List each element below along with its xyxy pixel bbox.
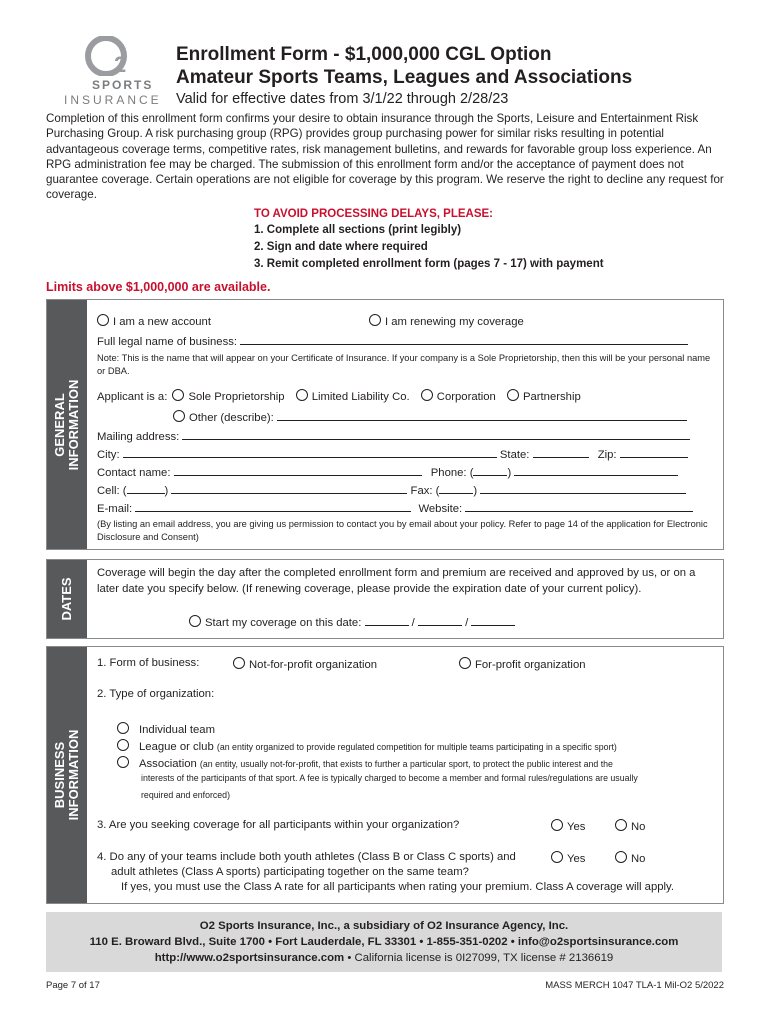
state-input[interactable]: [533, 447, 589, 458]
o2-logo-mark: [84, 36, 136, 76]
contact-phone-row: [97, 465, 678, 479]
legal-name-label: Full legal name of business:: [97, 336, 238, 348]
q1-form-of-business: 1. Form of business:: [97, 657, 200, 669]
website-input[interactable]: [465, 501, 693, 512]
mailing-label: Mailing address:: [97, 431, 180, 443]
general-sidebar: [47, 300, 87, 549]
opt-partnership[interactable]: [507, 391, 581, 403]
dates-sidebar-label: DATES: [59, 577, 74, 621]
q3-all-participants: 3. Are you seeking coverage for all participants within your organization?: [97, 819, 460, 831]
fp-option[interactable]: [459, 657, 586, 671]
date-slash: /: [411, 617, 415, 629]
cell-fax-row: [97, 483, 686, 497]
email-label: E-mail:: [97, 503, 133, 515]
coverage-start-text: Coverage will begin the day after the completed enrollment form and premium are received and approved by us, or on a later date you specify below. (If renewing coverage, please provide the expiration date of your current policy).: [97, 567, 696, 595]
opt-other-label: Other (describe):: [189, 412, 274, 424]
q2-type-of-organization: 2. Type of organization:: [97, 688, 215, 700]
email-consent-note: (By listing an email address, you are giving us permission to contact you by email about your policy. Refer to page 14 of the application for Electronic Disclosure and Consent): [97, 519, 708, 542]
q3-no-label: No: [631, 821, 646, 833]
applicant-label: Applicant is a:: [97, 391, 168, 403]
valid-dates: Valid for effective dates from 3/1/22 through 2/28/23: [176, 91, 509, 107]
phone-paren-close: ): [507, 467, 512, 479]
website-label: Website:: [418, 503, 463, 515]
form-identifier: MASS MERCH 1047 TLA-1 Mil-O2 5/2022: [545, 980, 724, 991]
opt-partner-label: Partnership: [522, 391, 581, 403]
general-label-line2: INFORMATION: [66, 379, 81, 470]
business-sidebar-label: [53, 730, 81, 821]
radio-icon[interactable]: [507, 389, 519, 401]
renewing-label: I am renewing my coverage: [385, 316, 524, 328]
radio-icon[interactable]: [117, 722, 129, 734]
opt-corp-label: Corporation: [436, 391, 496, 403]
business-information-section: [46, 646, 724, 904]
q4-no-label: No: [631, 853, 646, 865]
q4-no-option[interactable]: [615, 851, 645, 865]
zip-label: Zip:: [597, 449, 617, 461]
intro-paragraph: Completion of this enrollment form confirms your desire to obtain insurance through the Sports, Leisure and Entertainment Risk Purchasing Group. A risk purchasing group (RPG) provides group purchasing power for similar risks resulting in potential advantageous coverage terms, competitive rates, risk management bulletins, and rewards for favorable group loss experience. An RPG administration fee may be charged. The submission of this enrollment form and/or the acceptance of payment does not guarantee coverage. Certain operations are not eligible for coverage by this program. We reserve the right to decline any request for coverage.: [46, 112, 724, 202]
nfp-label: Not-for-profit organization: [249, 659, 378, 671]
dates-sidebar: [47, 560, 87, 638]
o2-sports-logo: [62, 36, 162, 111]
company-footer: [46, 912, 722, 972]
radio-icon[interactable]: [459, 657, 471, 669]
q4-mixed-teams: 4. Do any of your teams include both youth athletes (Class B or Class C sports) and: [97, 851, 516, 863]
q4-class-a-note: If yes, you must use the Class A rate for all participants when rating your premium. Class A coverage will apply.: [121, 881, 674, 893]
radio-icon[interactable]: [296, 389, 308, 401]
start-date-row[interactable]: [189, 615, 515, 629]
radio-icon[interactable]: [421, 389, 433, 401]
opt-sole-proprietorship[interactable]: [172, 391, 284, 403]
general-label-line1: GENERAL: [52, 392, 67, 457]
association-option[interactable]: [117, 756, 613, 770]
radio-icon[interactable]: [615, 819, 627, 831]
opt-sole-label: Sole Proprietorship: [188, 391, 285, 403]
general-information-section: [46, 299, 724, 550]
cell-area-input[interactable]: [127, 483, 165, 494]
renewing-option[interactable]: [369, 314, 524, 328]
cell-label: Cell: (: [97, 485, 127, 497]
individual-team-label: Individual team: [139, 724, 215, 736]
opt-corporation[interactable]: [421, 391, 496, 403]
contact-label: Contact name:: [97, 467, 171, 479]
footer-company-name: O2 Sports Insurance, Inc., a subsidiary of O2 Insurance Agency, Inc.: [199, 920, 569, 932]
association-description-1: (an entity, usually not-for-profit, that exists to further a particular sport, to protect the public interest and the: [199, 759, 613, 769]
legal-name-field[interactable]: [97, 334, 688, 348]
league-club-label: League or club: [139, 741, 214, 753]
limits-note: Limits above $1,000,000 are available.: [46, 280, 271, 294]
radio-icon[interactable]: [117, 756, 129, 768]
applicant-type-row: [97, 389, 581, 403]
q3-yes-label: Yes: [567, 821, 586, 833]
mailing-input[interactable]: [182, 429, 690, 440]
radio-icon[interactable]: [97, 314, 109, 326]
association-description-2: interests of the participants of that sport. A fee is typically charged to become a member and formal rules/regulations are usually: [141, 773, 638, 783]
start-day-input[interactable]: [418, 615, 462, 626]
new-account-label: I am a new account: [113, 316, 211, 328]
phone-label: Phone: (: [430, 467, 474, 479]
fp-label: For-profit organization: [475, 659, 586, 671]
mailing-address-field[interactable]: [97, 429, 690, 443]
logo-insurance-text: INSURANCE: [64, 93, 162, 107]
fax-label: Fax: (: [410, 485, 440, 497]
email-website-row: [97, 501, 693, 515]
league-club-description: (an entity organized to provide regulated competition for multiple teams participating in a specific sport): [216, 742, 617, 752]
q3-yes-option[interactable]: [551, 819, 585, 833]
q4-mixed-teams-cont: adult athletes (Class A sports) participating together on the same team?: [111, 866, 469, 878]
start-month-input[interactable]: [365, 615, 409, 626]
league-club-option[interactable]: [117, 739, 617, 753]
city-input[interactable]: [123, 447, 497, 458]
state-label: State:: [499, 449, 530, 461]
general-sidebar-label: [53, 379, 81, 470]
instruction-step-2: 2. Sign and date where required: [254, 241, 428, 253]
email-input[interactable]: [135, 501, 411, 512]
cell-input[interactable]: [171, 483, 407, 494]
legal-name-note: Note: This is the name that will appear on your Certificate of Insurance. If your company is a Sole Proprietorship, then this will be your personal name or DBA.: [97, 353, 711, 376]
association-description-3: required and enforced): [141, 790, 231, 800]
q4-yes-label: Yes: [567, 853, 586, 865]
radio-icon[interactable]: [551, 819, 563, 831]
business-label-line2: INFORMATION: [66, 729, 81, 821]
city-state-zip-row: [97, 447, 688, 461]
footer-license: • California license is 0I27099, TX license # 2136619: [344, 952, 614, 964]
fax-area-input[interactable]: [439, 483, 473, 494]
phone-area-input[interactable]: [473, 465, 507, 476]
business-label-line1: BUSINESS: [52, 741, 67, 809]
association-label: Association: [139, 758, 197, 770]
city-label: City:: [97, 449, 120, 461]
fax-paren-close: ): [473, 485, 478, 497]
start-date-label: Start my coverage on this date:: [205, 617, 362, 629]
footer-website-link[interactable]: http://www.o2sportsinsurance.com: [154, 952, 345, 964]
radio-icon[interactable]: [615, 851, 627, 863]
radio-icon[interactable]: [117, 739, 129, 751]
zip-input[interactable]: [620, 447, 688, 458]
fax-input[interactable]: [480, 483, 686, 494]
new-account-option[interactable]: [97, 314, 211, 328]
instruction-step-3: 3. Remit completed enrollment form (pages 7 - 17) with payment: [254, 258, 604, 270]
phone-input[interactable]: [514, 465, 678, 476]
instruction-step-1: 1. Complete all sections (print legibly): [254, 224, 462, 236]
avoid-delays-heading: TO AVOID PROCESSING DELAYS, PLEASE:: [254, 208, 493, 220]
radio-icon[interactable]: [369, 314, 381, 326]
form-subtitle: Amateur Sports Teams, Leagues and Associations: [176, 67, 633, 88]
individual-team-option[interactable]: [117, 722, 215, 736]
other-describe-input[interactable]: [277, 410, 687, 421]
page-number: Page 7 of 17: [46, 980, 100, 991]
business-sidebar: [47, 647, 87, 903]
start-year-input[interactable]: [471, 615, 515, 626]
q4-yes-option[interactable]: [551, 851, 585, 865]
q3-no-option[interactable]: [615, 819, 645, 833]
footer-license-line: [46, 950, 722, 966]
legal-name-input[interactable]: [240, 334, 688, 345]
opt-llc-label: Limited Liability Co.: [311, 391, 410, 403]
radio-icon[interactable]: [173, 410, 185, 422]
date-slash: /: [465, 617, 469, 629]
svg-text:2: 2: [114, 52, 127, 76]
nfp-option[interactable]: [233, 657, 377, 671]
radio-icon[interactable]: [551, 851, 563, 863]
contact-input[interactable]: [174, 465, 422, 476]
radio-icon[interactable]: [189, 615, 201, 627]
logo-sports-text: SPORTS: [92, 78, 154, 92]
form-title: Enrollment Form - $1,000,000 CGL Option: [176, 44, 552, 65]
radio-icon[interactable]: [172, 389, 184, 401]
footer-address: 110 E. Broward Blvd., Suite 1700 • Fort Lauderdale, FL 33301 • 1-855-351-0202 • info@o2sportsinsurance.com: [89, 936, 679, 948]
opt-other-row[interactable]: [173, 410, 687, 424]
radio-icon[interactable]: [233, 657, 245, 669]
opt-llc[interactable]: [296, 391, 410, 403]
dates-section: [46, 559, 724, 639]
cell-paren-close: ): [164, 485, 169, 497]
